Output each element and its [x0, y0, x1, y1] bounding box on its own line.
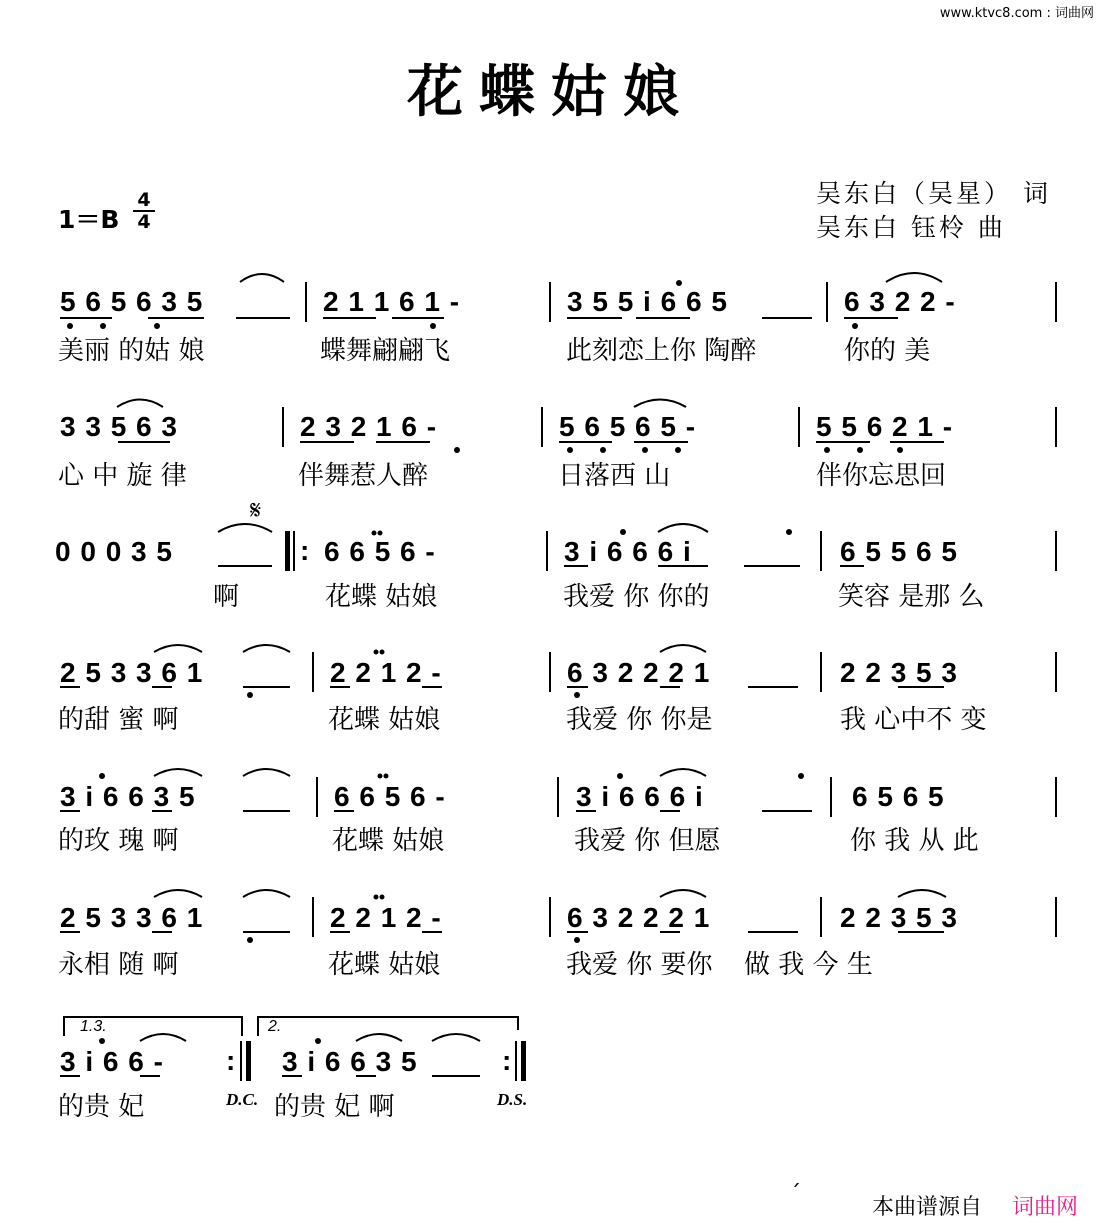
measure-notes: 6 3 2 2 2 1: [567, 657, 711, 688]
measure-notes: 3 5 5 i 6 6 5: [567, 286, 728, 317]
measure-lyrics: 心 中 旋 律: [58, 461, 187, 491]
measure-notes: 2 2 1 2 -: [330, 657, 442, 688]
measure-lyrics: 的甜 蜜 啊: [58, 705, 179, 735]
measure-lyrics: 我爱 你 但愿: [574, 826, 721, 856]
measure-notes: 6 3 2 2 -: [844, 286, 956, 317]
octave-dots: [67, 280, 903, 1044]
repeat-dots: :: [502, 1045, 513, 1076]
measure-notes: 6 6 5 6 -: [324, 536, 436, 567]
repeat-dots: :: [226, 1045, 237, 1076]
footer-brand[interactable]: 词曲网: [1012, 1195, 1079, 1220]
measure-notes: 2 2 3 5 3: [840, 902, 958, 933]
footer-source: 本曲谱源自: [872, 1195, 983, 1220]
measure-notes: 6 5 6 5: [852, 781, 945, 812]
time-signature-bottom: 4: [137, 211, 151, 233]
measure-notes: 5 6 5 6 5 -: [559, 411, 697, 442]
measure-lyrics: 做 我 今 生: [744, 950, 873, 980]
measure-lyrics: 此刻恋上你 陶醉: [566, 336, 757, 366]
measure-lyrics: 我爱 你 要你: [566, 950, 713, 980]
measure-lyrics: 花蝶 姑娘: [328, 705, 441, 735]
measure-lyrics: 我爱 你 你是: [566, 705, 713, 735]
measure-lyrics: 美丽 的姑 娘: [58, 336, 205, 366]
ending-lyrics-1: 的贵 妃: [58, 1092, 145, 1122]
measure-lyrics: 啊: [213, 582, 240, 612]
volta-brackets: [64, 1017, 518, 1036]
volta-1-label: 1.3.: [80, 1018, 107, 1035]
measure-notes: 6 3 2 2 2 1: [567, 902, 711, 933]
measure-lyrics: 你的 美: [844, 336, 931, 366]
repeat-dots: :: [300, 535, 311, 566]
measure-notes: 2 1 1 6 1 -: [323, 286, 461, 317]
measure-notes: 3 i 6 6 6 i: [564, 536, 692, 567]
measure-lyrics: 笑容 是那 么: [838, 582, 985, 612]
measure-lyrics: 的玫 瑰 啊: [58, 826, 179, 856]
measure-notes: 3 i 6 6 6 i: [576, 781, 704, 812]
measure-lyrics: 伴舞惹人醉: [298, 461, 429, 491]
measure-notes: 2 5 3 3 6 1: [60, 657, 204, 688]
measure-notes: 2 2 1 2 -: [330, 902, 442, 933]
footer-mark: ˊ: [790, 1182, 801, 1207]
measure-lyrics: 永相 随 啊: [58, 950, 179, 980]
measure-notes: 0 0 0 3 5: [55, 536, 173, 567]
dal-segno: D.S.: [497, 1090, 528, 1109]
measure-notes: 2 5 3 3 6 1: [60, 902, 204, 933]
lyricist-credit: 吴东白（吴星） 词: [816, 179, 1051, 208]
time-signature-top: 4: [133, 190, 155, 212]
key-signature: 1＝B: [58, 205, 120, 234]
measure-lyrics: 你 我 从 此: [850, 826, 979, 856]
measure-notes: 6 6 5 6 -: [334, 781, 446, 812]
song-title: 花蝶姑娘: [407, 59, 695, 125]
measure-lyrics: 花蝶 姑娘: [328, 950, 441, 980]
site-watermark[interactable]: www.ktvc8.com : 词曲网: [939, 6, 1094, 21]
measure-lyrics: 花蝶 姑娘: [325, 582, 438, 612]
measure-notes: 5 5 6 2 1 -: [816, 411, 954, 442]
measure-lyrics: 蝶舞翩翩飞: [320, 336, 451, 366]
measure-lyrics: 我 心中不 变: [840, 705, 987, 735]
duration-underlines: [60, 318, 947, 1076]
measure-notes: 3 3 5 6 3: [60, 411, 178, 442]
measure-notes: 2 2 3 5 3: [840, 657, 958, 688]
da-capo: D.C.: [226, 1090, 259, 1109]
measure-notes: 3 i 6 6 3 5: [60, 781, 196, 812]
measure-lyrics: 伴你忘思回: [816, 461, 947, 491]
measure-notes: 5 6 5 6 3 5: [60, 286, 204, 317]
measure-notes: 2 3 2 1 6 -: [300, 411, 438, 442]
measure-lyrics: 日落西 山: [558, 461, 671, 491]
ending-lyrics-2: 的贵 妃 啊: [274, 1092, 395, 1122]
ending-notes-1: 3 i 6 6 -: [60, 1046, 164, 1077]
measure-notes: 6 5 5 6 5: [840, 536, 958, 567]
ending-notes-2: 3 i 6 6 3 5: [282, 1046, 418, 1077]
composer-credit: 吴东白 钰柃 曲: [816, 213, 1006, 242]
measure-lyrics: 花蝶 姑娘: [332, 826, 445, 856]
volta-2-label: 2.: [268, 1018, 282, 1035]
slurs: [117, 273, 946, 1041]
segno-sign: 𝄋: [250, 496, 262, 526]
measure-lyrics: 我爱 你 你的: [563, 582, 710, 612]
